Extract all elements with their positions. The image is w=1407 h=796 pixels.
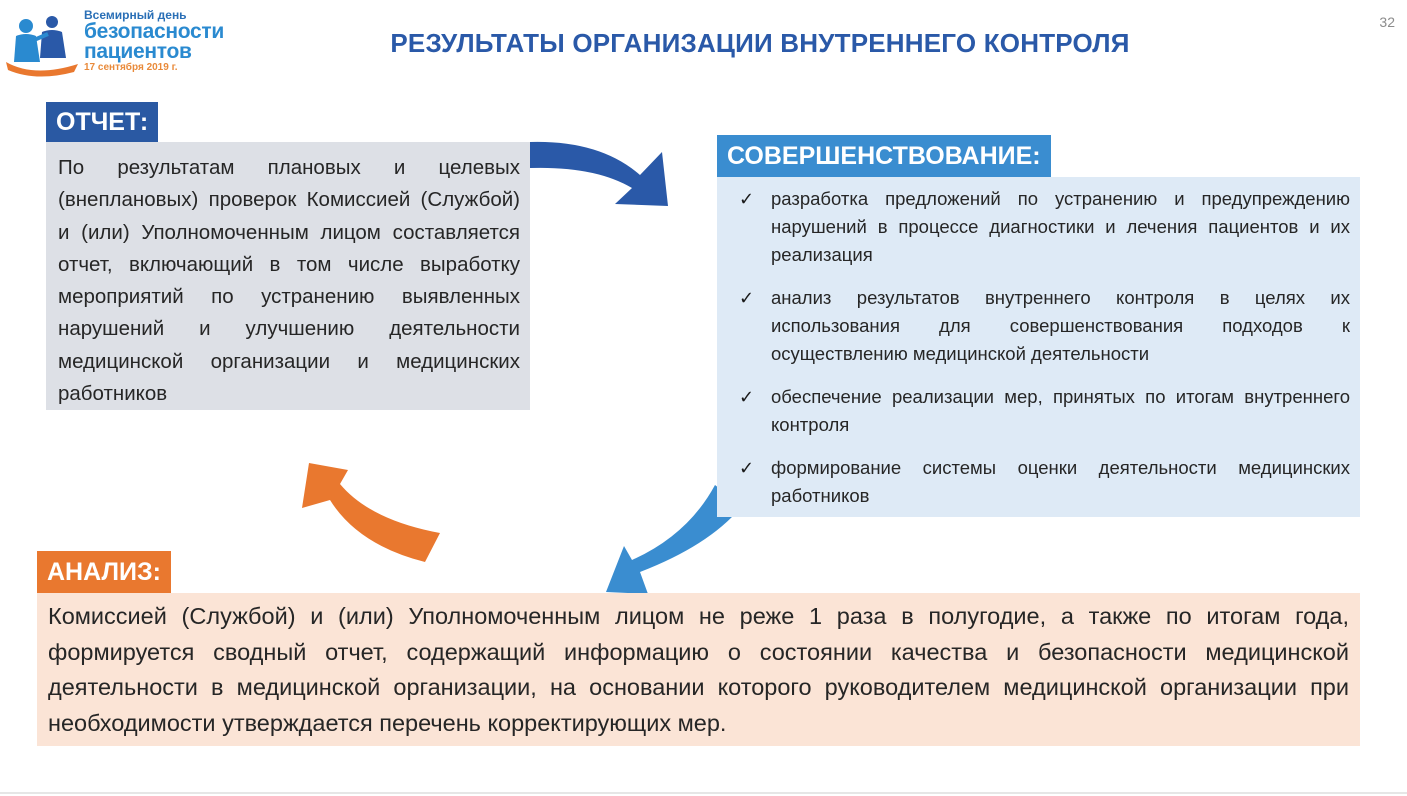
list-item — [739, 454, 1350, 510]
logo-text — [84, 8, 224, 74]
logo-line-1: Всемирный день — [84, 8, 187, 22]
bottom-divider — [0, 792, 1407, 794]
checkmark-icon: ✓ — [739, 387, 755, 407]
logo-line-3: пациентов — [84, 40, 192, 63]
event-logo — [4, 4, 244, 82]
analysis-label: АНАЛИЗ: — [37, 551, 171, 593]
list-item-text: формирование системы оценки деятельности медицинских работников — [771, 457, 1350, 506]
checkmark-icon: ✓ — [739, 288, 755, 308]
checkmark-icon: ✓ — [739, 189, 755, 209]
report-box: По результатам плановых и целевых (внеплановых) проверок Комиссией (Службой) и (или) Уполномоченным лицом составляется отчет, включающий в том числе выработку мероприятий по устранению выявленных нарушений и улучшению деятельности медицинской организации и медицинских работников — [46, 142, 530, 410]
page-title: РЕЗУЛЬТАТЫ ОРГАНИЗАЦИИ ВНУТРЕННЕГО КОНТРОЛЯ — [390, 28, 1130, 58]
improvement-label: СОВЕРШЕНСТВОВАНИЕ: — [717, 135, 1051, 177]
improvement-box — [717, 177, 1360, 517]
list-item-text: обеспечение реализации мер, принятых по итогам внутреннего контроля — [771, 386, 1350, 435]
list-item-text: анализ результатов внутреннего контроля в целях их использования для совершенствования подходов к осуществлению медицинской деятельности — [771, 287, 1350, 364]
list-item — [739, 284, 1350, 368]
report-label: ОТЧЕТ: — [46, 102, 158, 142]
list-item — [739, 185, 1350, 269]
slide-number: 32 — [1379, 14, 1395, 30]
improvement-list — [739, 185, 1350, 510]
dark-blue-arrow-icon — [530, 142, 668, 206]
checkmark-icon: ✓ — [739, 458, 755, 478]
patients-logo-icon — [4, 12, 84, 78]
logo-date: 17 сентября 2019 г. — [84, 62, 178, 73]
list-item-text: разработка предложений по устранению и предупреждению нарушений в процессе диагностики и лечения пациентов и их реализация — [771, 188, 1350, 265]
list-item — [739, 383, 1350, 439]
logo-line-2: безопасности — [84, 20, 224, 43]
analysis-box: Комиссией (Службой) и (или) Уполномоченным лицом не реже 1 раза в полугодие, а также по итогам года, формируется сводный отчет, содержащий информацию о состоянии качества и безопасности медицинской деятельности в медицинской организации, на основании которого руководителем медицинской организации при необходимости утверждается перечень корректирующих мер. — [37, 593, 1360, 746]
orange-arrow-icon — [302, 463, 440, 562]
